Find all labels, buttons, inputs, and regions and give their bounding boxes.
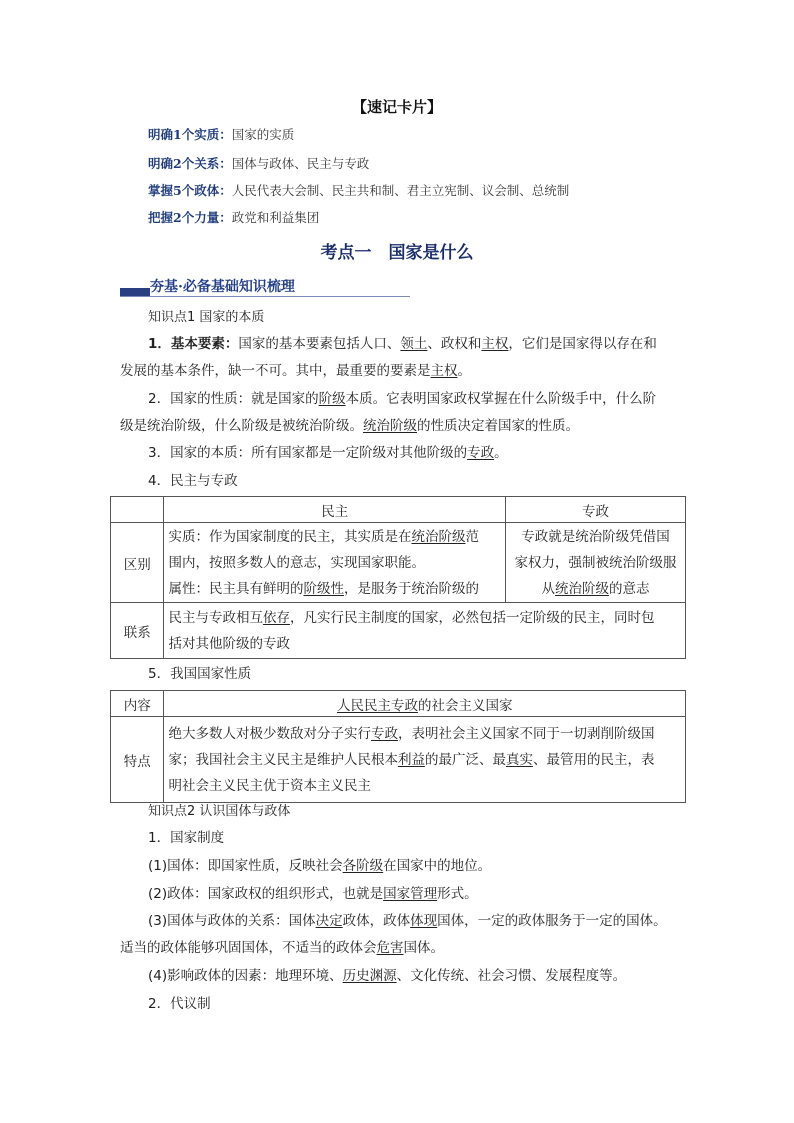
- kp2-heading: 知识点2 认识国体与政体: [148, 804, 291, 819]
- kp2-s3-line1: [148, 911, 667, 931]
- answer-blank: 专政: [467, 445, 495, 461]
- column-header-democracy: 民主: [164, 497, 506, 523]
- table-row: [111, 603, 686, 659]
- answer-blank: 历史渊源: [342, 968, 397, 984]
- text: 3．国家的本质：所有国家都是一定阶级对其他阶级的: [148, 445, 468, 461]
- connection-cell: [164, 603, 686, 659]
- cell-line: 围内，按照多数人的意志，实现国家职能。: [168, 554, 425, 571]
- text: (2)政体：国家政权的组织形式，也就是: [148, 886, 384, 902]
- text: 形式。: [437, 886, 478, 902]
- cell-line: [168, 524, 501, 550]
- table-row: [111, 497, 686, 523]
- cell-line: [168, 721, 681, 747]
- answer-blank: 人民民主专政: [336, 697, 418, 714]
- text: (4)影响政体的因素：地理环境、: [148, 968, 343, 984]
- answer-blank: 决定: [315, 913, 343, 929]
- card-line-2: [148, 155, 369, 173]
- text: ，凡实行民主制度的国家，必然包括一定阶级的民主，同时包: [289, 609, 655, 626]
- answer-blank: 真实: [505, 751, 533, 768]
- text: 本质。它表明国家政权掌握在什么阶级手中，什么阶: [345, 391, 657, 407]
- kp2-s2: [148, 884, 478, 904]
- answer-blank: 各阶级: [342, 858, 384, 874]
- answer-blank: 依存: [262, 609, 290, 626]
- answer-blank: 专政: [370, 725, 398, 742]
- text: 从: [541, 580, 556, 597]
- kp2-s1: [148, 856, 491, 876]
- row-label-difference: 区别: [111, 523, 164, 603]
- text: ，是服务于统治阶级的: [343, 580, 479, 597]
- row-label-feature: 特点: [111, 717, 164, 803]
- card-key: 掌握5个政体：: [148, 183, 232, 198]
- answer-blank: 主权: [481, 336, 509, 352]
- text: 。: [494, 445, 508, 461]
- kp2-item2: 2．代议制: [148, 996, 211, 1012]
- text: 属性：民主具有鲜明的: [168, 580, 304, 597]
- cell-line: [168, 747, 681, 773]
- card-title: 【速记卡片】: [351, 98, 442, 116]
- kp1-heading: 知识点1 国家的本质: [148, 310, 265, 325]
- text: 级是统治阶级，什么阶级是被统治阶级。: [120, 418, 363, 434]
- state-nature-table: [110, 690, 686, 803]
- text: 政体，政体: [342, 913, 411, 929]
- card-value: 人民代表大会制、民主共和制、君主立宪制、议会制、总统制: [231, 183, 570, 198]
- kp2-s3-line2: [120, 938, 444, 958]
- card-key: 明确1个实质：: [148, 127, 232, 142]
- kp1-item5: 5．我国国家性质: [148, 666, 252, 682]
- cell-line: [168, 605, 681, 631]
- table-row: [111, 717, 686, 803]
- kp2-s4: [148, 966, 626, 986]
- card-value: 政党和利益集团: [231, 210, 320, 225]
- kp1-item1-line2: [120, 361, 471, 381]
- text: ，它们是国家得以存在和: [508, 336, 657, 352]
- text: (1)国体：即国家性质，反映社会: [148, 858, 343, 874]
- row-label-connection: 联系: [111, 603, 164, 659]
- answer-blank: 领土: [400, 336, 428, 352]
- column-header-dictatorship: 专政: [506, 497, 686, 523]
- kp1-item4: 4．民主与专政: [148, 473, 238, 489]
- feature-cell: [164, 717, 686, 803]
- text: 、最管用的民主，表: [532, 751, 655, 768]
- answer-blank: 利益: [397, 751, 425, 768]
- cell-line: 明社会主义民主优于资本主义民主: [168, 777, 371, 794]
- card-line-4: [148, 209, 319, 227]
- text: 绝大多数人对极少数敌对分子实行: [168, 725, 371, 742]
- text: 发展的基本条件，缺一不可。其中，最重要的要素是: [120, 363, 431, 379]
- text: 、文化传统、社会习惯、发展程度等。: [396, 968, 627, 984]
- text: 范: [465, 528, 479, 545]
- section-title: 考点一 国家是什么: [320, 243, 474, 263]
- text: 、政权和: [427, 336, 482, 352]
- text: 民主与专政相互: [168, 609, 263, 626]
- content-header-cell: [164, 691, 686, 717]
- card-value: 国体与政体、民主与专政: [231, 156, 370, 171]
- text: 国体。: [403, 940, 444, 956]
- cell-line: 专政就是统治阶级凭借国: [521, 528, 670, 545]
- table-row: [111, 691, 686, 717]
- card-key: 把握2个力量：: [148, 210, 232, 225]
- answer-blank: 统治阶级: [555, 580, 610, 597]
- cell-line: 家权力，强制被统治阶级服: [514, 554, 677, 571]
- kp2-item1: 1．国家制度: [148, 830, 225, 846]
- text: 2．国家的性质：就是国家的: [148, 391, 319, 407]
- card-value: 国家的实质: [231, 127, 295, 142]
- text: 在国家中的地位。: [383, 858, 492, 874]
- card-line-3: [148, 182, 569, 200]
- table-cell: [111, 497, 164, 523]
- kp1-item2-line1: [148, 389, 656, 409]
- answer-blank: 统治阶级: [411, 528, 466, 545]
- text: ，表明社会主义国家不同于一切剥削阶级国: [397, 725, 655, 742]
- dictatorship-cell: [506, 523, 686, 603]
- kp1-item3: [148, 443, 508, 463]
- answer-blank: 统治阶级: [363, 418, 417, 434]
- text: 的性质决定着国家的性质。: [417, 418, 579, 434]
- text: 的意志: [609, 580, 650, 597]
- cell-line: 括对其他阶级的专政: [168, 635, 290, 652]
- table-row: [111, 523, 686, 603]
- card-line-1: [148, 126, 294, 144]
- text: 国体，一定的政体服务于一定的国体。: [437, 913, 667, 929]
- answer-blank: 危害: [376, 940, 404, 956]
- text: 的最广泛、最: [424, 751, 506, 768]
- banner-underline: [120, 296, 410, 297]
- section-banner: [120, 276, 410, 298]
- kp1-item2-line2: [120, 416, 579, 436]
- text: 实质：作为国家制度的民主，其实质是在: [168, 528, 412, 545]
- text: 的社会主义国家: [417, 697, 513, 714]
- card-key: 明确2个关系：: [148, 156, 232, 171]
- answer-blank: 阶级性: [303, 580, 344, 597]
- democracy-dictatorship-table: [110, 496, 686, 659]
- cell-line: [168, 576, 501, 602]
- banner-text: 夯基·必备基础知识梳理: [150, 279, 295, 295]
- democracy-cell: [164, 523, 506, 603]
- cell-line: [510, 576, 681, 602]
- text: 。: [457, 363, 471, 379]
- answer-blank: 国家管理: [383, 886, 438, 902]
- row-label-content: 内容: [111, 691, 164, 717]
- text: 家；我国社会主义民主是维护人民根本: [168, 751, 398, 768]
- banner-bar: [120, 288, 150, 296]
- answer-blank: 体现: [410, 913, 438, 929]
- answer-blank: 阶级: [318, 391, 346, 407]
- text: (3)国体与政体的关系：国体: [148, 913, 316, 929]
- kp1-item1-line1: [148, 334, 657, 354]
- text: 国家的基本要素包括人口、: [238, 336, 401, 352]
- item-label: 1．基本要素：: [148, 336, 239, 352]
- answer-blank: 主权: [430, 363, 458, 379]
- text: 适当的政体能够巩固国体，不适当的政体会: [120, 940, 377, 956]
